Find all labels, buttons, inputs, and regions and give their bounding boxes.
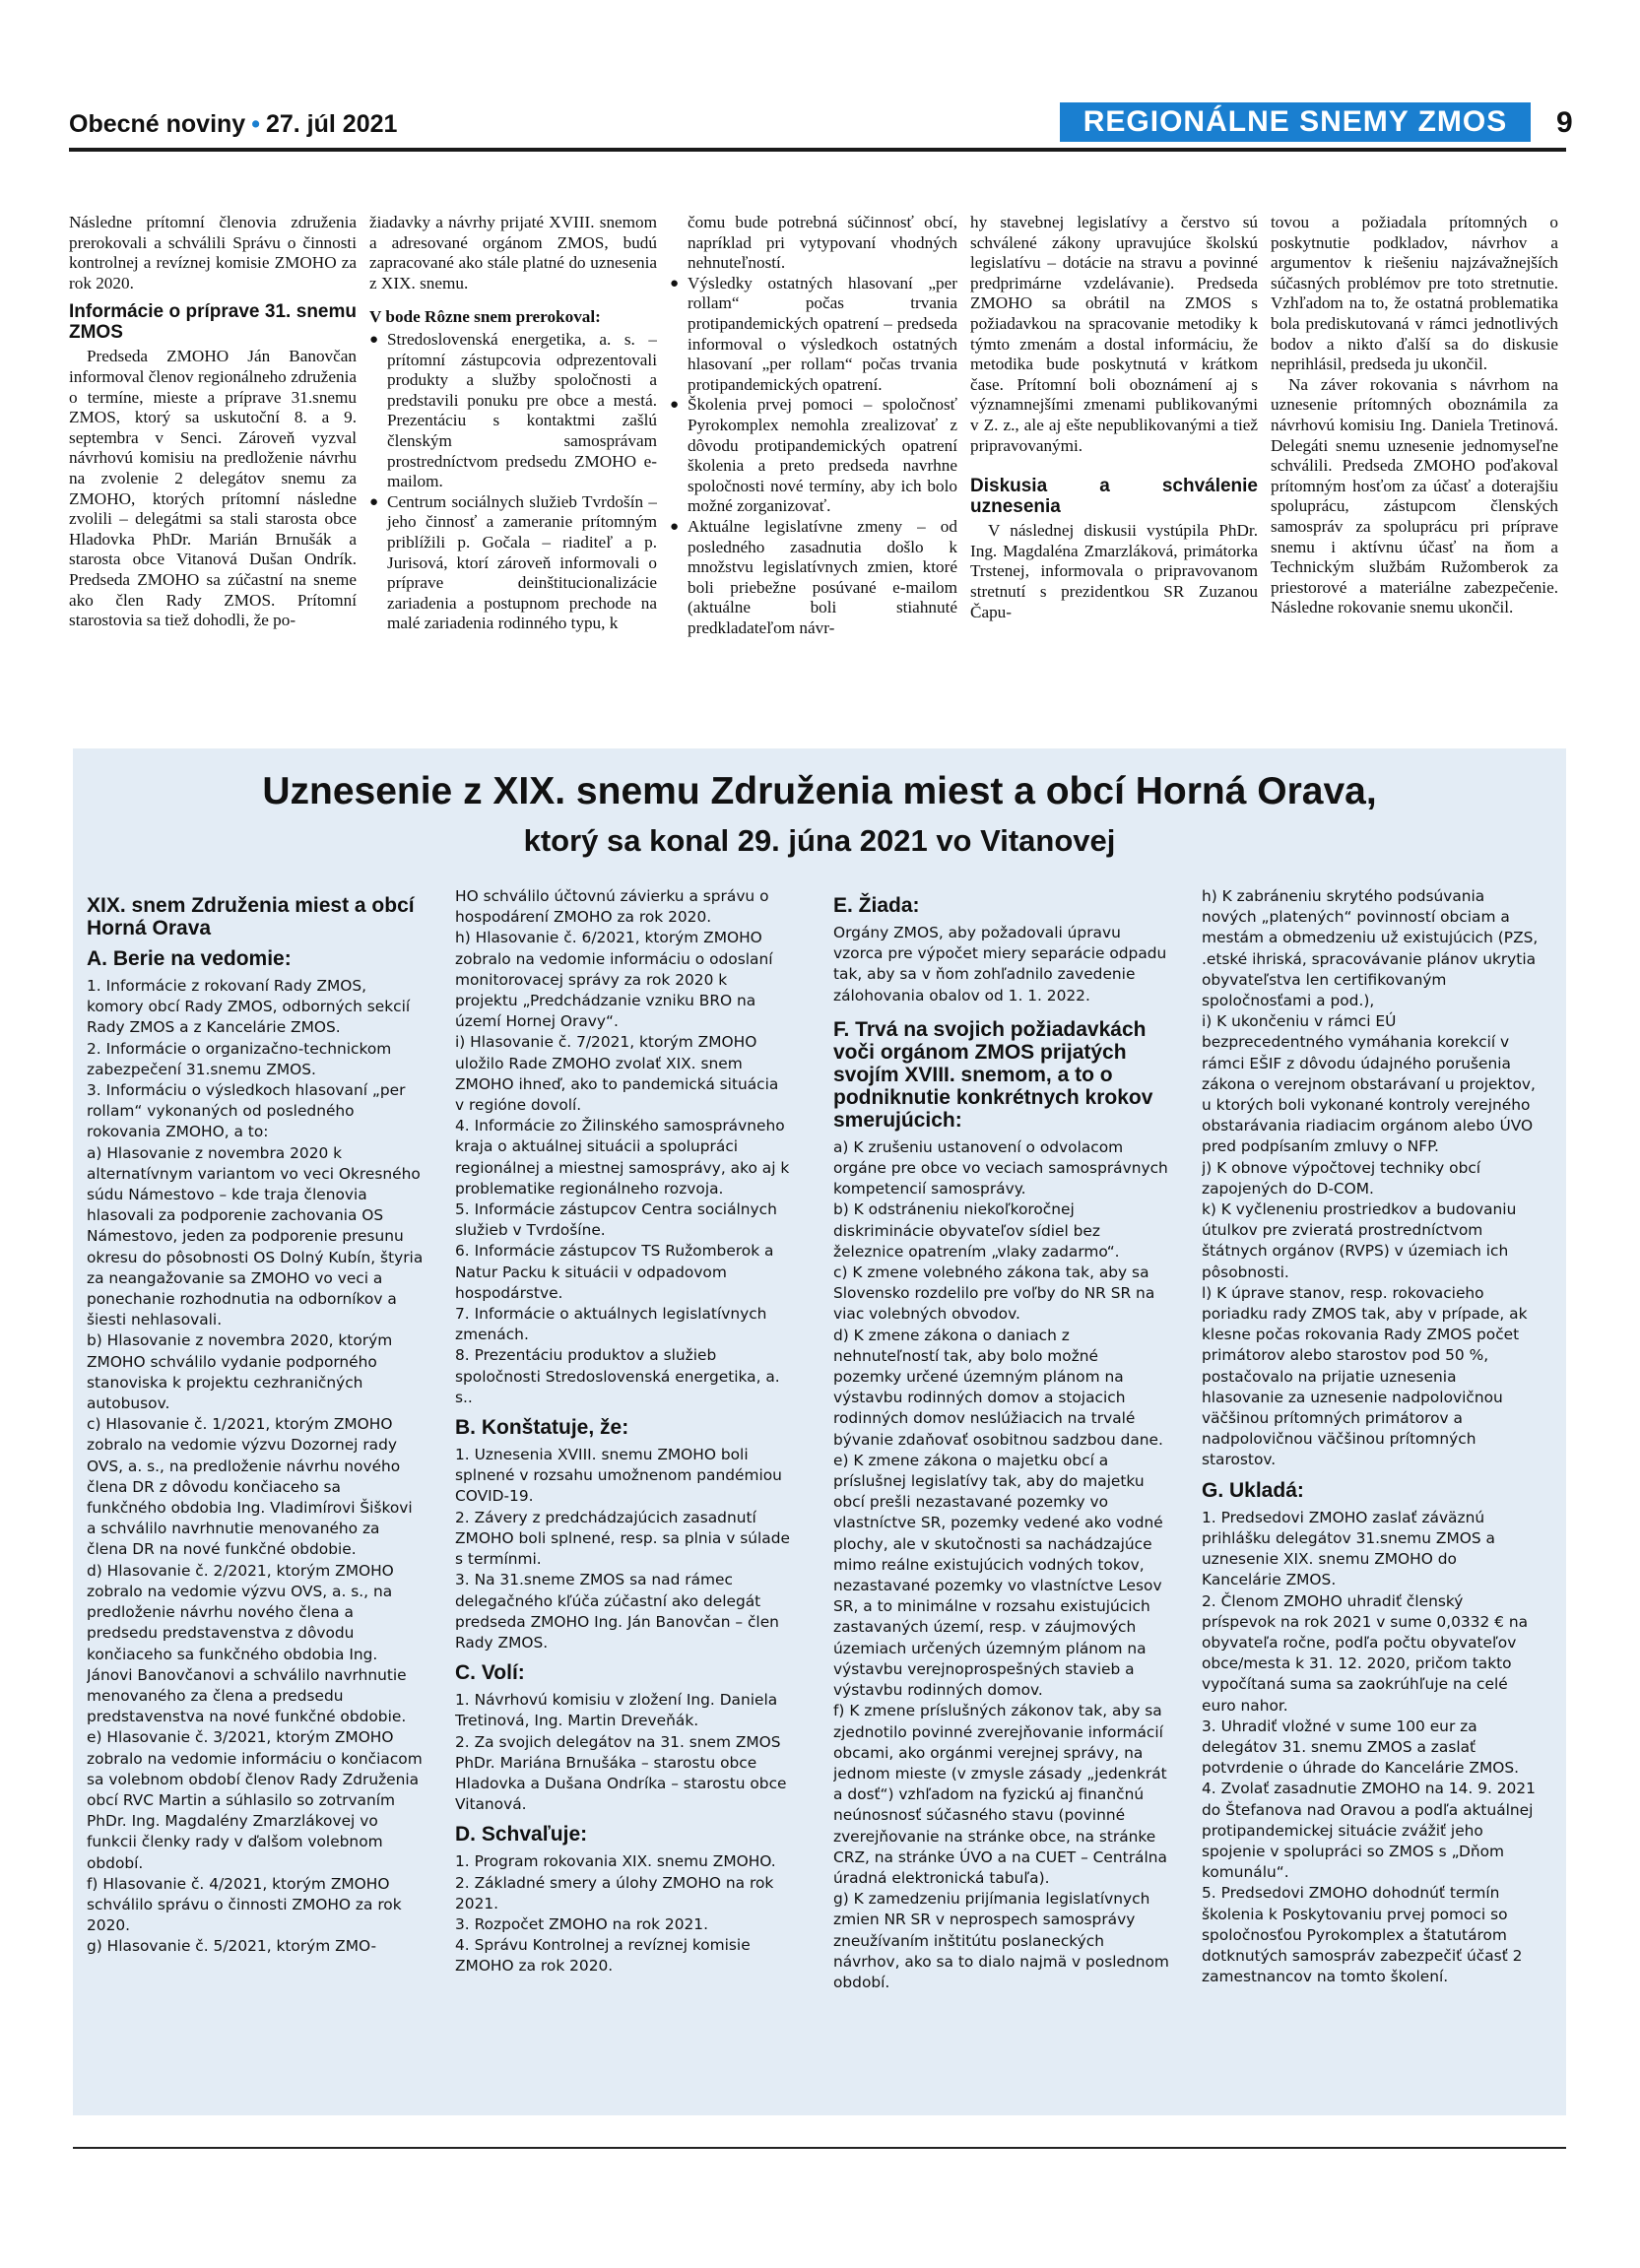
list-item: 5. Predsedovi ZMOHO dohodnúť termín školenia k Poskytovaniu prvej pomoci so spoločnosťou Pyrokomplex a štatutárom dotknutých samospráv zabezpečiť účasť 2 zamestnancov na tomto školení. — [1202, 1884, 1523, 1986]
list-item: i) Hlasovanie č. 7/2021, ktorým ZMOHO uložilo Rade ZMOHO zvolať XIX. snem ZMOHO ihneď, ako to pandemická situácia v regióne dovolí. — [455, 1033, 779, 1115]
list-item: a) Hlasovanie z novembra 2020 k alternatívnym variantom vo veci Okresného súdu Námestovo – kde traja členovia hlasovali za podporenie zachovania OS Námestovo, jeden za podporenie presunu okresu do pôsobnosti OS Dolný Kubín, štyria za neangažovanie sa ZMOHO vo veci a ponechanie rozhodnutia na odborníkov a šiesti nehlasovali. — [87, 1143, 424, 1329]
list-item: 1. Uznesenia XVIII. snemu ZMOHO boli splnené v rozsahu umožnenom pandémiou COVID-19. — [455, 1446, 782, 1506]
list-item: e) K zmene zákona o majetku obcí a príslušnej legislatívy tak, aby do majetku obcí prešli nezastavané pozemky vo vlastníctve SR, pozemky vedené ako vodné plochy, ale v skutočnosti sa nachádzajúce mimo reálne existujúcich vodných tokov, nezastavané pozemky vo vlastníctve Lesov SR, a to minimálne v rozsahu existujúcich zastavaných území, resp. v záujmových územiach určených územným plánom na výstavbu verejnoprospešných stavieb a výstavbu rodinných domov. — [833, 1451, 1163, 1700]
section-heading-b: B. Konštatuje, že: — [455, 1416, 629, 1440]
masthead — [69, 110, 397, 139]
list-item: 3. Informáciu o výsledkoch hlasovaní „per rollam“ vykonaných od posledného rokovania ZMOHO, a to: — [87, 1081, 406, 1141]
list-item: 1. Program rokovania XIX. snemu ZMOHO. — [455, 1852, 776, 1871]
subheading: Diskusia a schválenie uznesenia — [970, 476, 1258, 518]
bullet-list — [369, 330, 657, 634]
section-heading-e: E. Žiada: — [833, 894, 920, 917]
paragraph: tovou a požiadala prítomných o poskytnutie podkladov, návrhov a argumentov k riešeniu najzávažnejších súčasných problémov pre toto stretnutie. Vzhľadom na to, že ostatná problematika bola prediskutovaná v rámci jednotlivých bodov a nikto ďalší sa do diskusie neprihlásil, predseda ju ukončil. — [1271, 213, 1558, 374]
list-item: k) K vyčleneniu prostriedkov a budovaniu útulkov pre zvieratá prostredníctvom štátnych orgánov (RVPS) v územiach ich pôsobnosti. — [1202, 1200, 1517, 1281]
article-column-2 — [369, 213, 657, 725]
list-item: d) K zmene zákona o daniach z nehnuteľností tak, aby bolo možné pozemky určené územným plánom na výstavbu rodinných domov a stojacich rodinných domov neslúžiacich na trvalé bývanie zdaňovať osobitnou sadzbou dane. — [833, 1326, 1163, 1449]
list-item: 6. Informácie zástupcov TS Ružomberok a Natur Packu k situácii v odpadovom hospodárstve. — [455, 1242, 774, 1302]
section-heading-g: G. Ukladá: — [1202, 1478, 1304, 1502]
separator-dot: • — [251, 110, 260, 138]
list-item: b) K odstráneniu niekoľkoročnej diskriminácie obyvateľov sídiel bez železnice opatrením „vlaky zadarmo“. — [833, 1200, 1120, 1261]
list-item: 4. Informácie zo Žilinského samosprávneho kraja o aktuálnej situácii a spolupráci regionálnej a miestnej samosprávy, ako aj k problematike regionálneho rozvoja. — [455, 1117, 790, 1198]
list-item: 3. Na 31.sneme ZMOS sa nad rámec delegačného kľúča zúčastní ako delegát predseda ZMOHO Ing. Ján Banovčan – člen Rady ZMOS. — [455, 1571, 779, 1652]
article-column-1 — [69, 213, 357, 725]
footer-rule — [73, 2147, 1566, 2149]
publication-name: Obecné noviny — [69, 110, 246, 138]
resolution-column-3 — [833, 886, 1170, 2107]
list-item: ● Školenia prvej pomoci – spoločnosť Pyrokomplex nemohla zrealizovať z dôvodu protipandemických opatrení školenia a preto predseda navrhne spoločnosti nové termíny, aby ich bolo možné zorganizovať. — [670, 395, 957, 517]
list-item: 5. Informácie zástupcov Centra sociálnych služieb v Tvrdošíne. — [455, 1200, 777, 1240]
paragraph: Predseda ZMOHO Ján Banovčan informoval členov regionálneho združenia o termíne, mieste a príprave 31.snemu ZMOS, ktorý sa uskutoční 8. a 9. septembra v Senci. Zároveň vyzval návrhovú komisiu na predloženie návrhu na zvolenie 2 delegátov snemu za ZMOHO, ktorých prítomní následne zvolili – delegátmi sa stali starosta obce Hladovka PhDr. Marián Brnušák a starosta obce Vitanová Dušan Ondrík. Predseda ZMOHO sa zúčastní na sneme ako člen Rady ZMOS. Prítomní starostovia sa tiež dohodli, že po- — [69, 347, 357, 630]
section-heading-c: C. Volí: — [455, 1661, 525, 1685]
list-item: 3. Rozpočet ZMOHO na rok 2021. — [455, 1914, 708, 1933]
page-number: 9 — [1556, 106, 1573, 139]
list-item: 4. Zvolať zasadnutie ZMOHO na 14. 9. 2021 do Štefanova nad Oravou a podľa aktuálnej protipandemickej situácie zvážiť jeho spojenie v spolupráci so ZMOS s „Dňom komunálu“. — [1202, 1780, 1536, 1882]
list-item: 2. Informácie o organizačno-technickom zabezpečení 31.snemu ZMOS. — [87, 1039, 392, 1078]
resolution-column-1 — [87, 886, 424, 2107]
resolution-column-2 — [455, 886, 792, 2107]
list-item: e) Hlasovanie č. 3/2021, ktorým ZMOHO zobralo na vedomie informáciu o končiacom sa volebnom období členov Rady Združenia obcí RVC Martin a súhlasilo so zotrvaním PhDr. Ing. Magdalény Zmarzlákovej vo funkcii členky rady v ďalšom volebnom období. — [87, 1728, 423, 1872]
list-item: 1. Predsedovi ZMOHO zaslať záväznú prihlášku delegátov 31.snemu ZMOS a uznesenie XIX. snemu ZMOHO do Kancelárie ZMOS. — [1202, 1508, 1495, 1589]
list-item: d) Hlasovanie č. 2/2021, ktorým ZMOHO zobralo na vedomie výzvu OVS, a. s., na predloženie návrhu nového člena a predsedu predstavenstva z dôvodu končiaceho sa funkčného obdobia Ing. Jánovi Banovčanovi a schválilo navrhnutie menovaného za člena a predsedu predstavenstva na nové funkčné obdobie. — [87, 1561, 407, 1726]
list-item: h) K zabráneniu skrytého podsúvania nových „platených“ povinností obciam a mestám a obmedzeniu už existujúcich (PZS, .etské ihriská, spracovávanie plánov ukrytia obyvateľstva len certifikovaným spoločnosťami a pod.), — [1202, 887, 1539, 1010]
bullet-list — [670, 274, 957, 639]
paragraph: hy stavebnej legislatívy a čerstvo sú schválené zákony upravujúce školskú legislatívu – dotácie na stravu a povinné predprimárne vzdelávanie). Predseda ZMOHO sa obrátil na ZMOS s požiadavkou na spracovanie metodiky k týmto zmenám a dostal informáciu, že metodika bude poskytnutá v krátkom čase. Prítomní boli oboznámení aj s významnejšími zmenami publikovanými v Z. z., ale aj ešte nepublikovanými a tiež pripravovanými. — [970, 213, 1258, 455]
list-item: 1. Informácie z rokovaní Rady ZMOS, komory obcí Rady ZMOS, odborných sekcií Rady ZMOS a z Kancelárie ZMOS. — [87, 977, 411, 1037]
list-item: c) Hlasovanie č. 1/2021, ktorým ZMOHO zobralo na vedomie výzvu Dozornej rady OVS, a. s., na predloženie návrhu nového člena DR z dôvodu končiaceho sa funkčného obdobia Ing. Vladimírovi Šiškovi a schválilo navrhnutie menovaného za člena DR na nové funkčné obdobie. — [87, 1415, 413, 1559]
list-item: 3. Uhradiť vložné v sume 100 eur za delegátov 31. snemu ZMOS a zaslať potvrdenie o úhrade do Kancelárie ZMOS. — [1202, 1717, 1520, 1778]
paragraph: Na záver rokovania s návrhom na uznesenie prítomných oboznámila za návrhovú komisiu Ing. Daniela Tretinová. Delegáti snemu uznesenie jednomyseľne schválili. Predseda ZMOHO poďakoval prítomným hosťom za účasť a doterajšiu spoluprácu, zástupcom členských samospráv za spoluprácu pri príprave snemu i aktívnu účasť na ňom a Technickým službám Ružomberok za priestorové a materiálne zabezpečenie. Následne rokovanie snemu ukončil. — [1271, 374, 1558, 617]
paragraph: čomu bude potrebná súčinnosť obcí, napríklad pri vytypovaní vhodných nehnuteľností. — [688, 213, 957, 273]
list-item: 4. Správu Kontrolnej a revíznej komisie ZMOHO za rok 2020. — [455, 1936, 751, 1976]
section-label: REGIONÁLNE SNEMY ZMOS — [1060, 102, 1531, 142]
list-item: f) K zmene príslušných zákonov tak, aby sa zjednotilo povinné zverejňovanie informácií obcami, ako orgánmi verejnej správy, na jednom mieste (v zmysle zásady „jedenkrát a dosť“) vzhľadom na fyzickú aj finančnú neúnosnosť súčasného stavu (povinné zverejňovanie na stránke obce, na stránke CRZ, na stránke ÚVO a na CUET – Centrálna úradná elektronická tabuľa). — [833, 1702, 1167, 1887]
paragraph: Následne prítomní členovia združenia prerokovali a schválili Správu o činnosti kontrolnej a revíznej komisie ZMOHO za rok 2020. — [69, 213, 357, 292]
list-item: c) K zmene volebného zákona tak, aby sa Slovensko rozdelilo pre voľby do NR SR na viac volebných obvodov. — [833, 1264, 1155, 1324]
article-column-4 — [970, 213, 1258, 725]
list-item: 2. Členom ZMOHO uhradiť členský príspevok na rok 2021 v sume 0,0332 € na obyvateľa ročne, podľa počtu obyvateľov obce/mesta k 31. 12. 2020, pričom takto vypočítaná suma sa zaokrúhľuje na celé euro nahor. — [1202, 1591, 1529, 1715]
list-item: g) Hlasovanie č. 5/2021, ktorým ZMO- — [87, 1937, 377, 1956]
article-column-5 — [1271, 213, 1558, 725]
list-item: ● Centrum sociálnych služieb Tvrdošín – jeho činnosť a zameranie prítomným priblížili p. Gočala – riaditeľ a p. Jurisová, ktorí zároveň informovali o príprave deinštitucionalizácie zariadenia a postupnom prechode na malé zariadenia rodinného typu, k — [369, 492, 657, 634]
list-item: 2. Závery z predchádzajúcich zasadnutí ZMOHO boli splnené, resp. sa plnia v súlade s termínmi. — [455, 1508, 790, 1569]
article-column-3 — [670, 213, 957, 725]
list-item: 8. Prezentáciu produktov a služieb spoločnosti Stredoslovenská energetika, a. s.. — [455, 1346, 780, 1406]
header-rule — [69, 148, 1566, 152]
list-item: l) K úprave stanov, resp. rokovacieho poriadku rady ZMOS tak, aby v prípade, ak klesne počas rokovania Rady ZMOS počet primátorov alebo starostov pod 50 %, postačovalo na prijatie uznesenia hlasovanie za uznesenie nadpolovičnou väčšinou prítomných primátorov a nadpolovičnou väčšinou prítomných starostov. — [1202, 1283, 1528, 1469]
section-heading-f: F. Trvá na svojich požiadavkách voči orgánom ZMOS prijatých svojím XVIII. snemom, a to o podniknutie konkrétnych krokov smerujúcich: — [833, 1017, 1153, 1132]
issue-date: 27. júl 2021 — [265, 110, 398, 138]
paragraph: V následnej diskusii vystúpila PhDr. Ing. Magdaléna Zmarzláková, primátorka Trstenej, informovala o pripravovanom stretnutí s prezidentkou SR Zuzanou Čapu- — [970, 521, 1258, 621]
list-item: i) K ukončeniu v rámci EÚ bezprecedentného vymáhania korekcií v rámci EŠIF z dôvodu údajného porušenia zákona o verejnom obstarávaní u projektov, u ktorých boli vykonané kontroly verejného obstarávania riadiacim orgánom alebo ÚVO pred podpísaním zmluvy o NFP. — [1202, 1012, 1536, 1156]
resolution-heading: XIX. snem Združenia miest a obcí Horná Orava — [87, 894, 415, 940]
subheading: Informácie o príprave 31. snemu ZMOS — [69, 301, 357, 344]
list-item: ● Stredoslovenská energetika, a. s. – prítomní zástupcovia odprezentovali produkty a služby spoločnosti a predstavili ponuku pre obce a mestá. Prezentáciu s kontaktmi zašlú členským samosprávam prostredníctvom predsedu ZMOHO e-mailom. — [369, 330, 657, 492]
list-item: ● Aktuálne legislatívne zmeny – od posledného zasadnutia došlo k množstvu legislatívnych zmien, ktoré boli priebežne posúvané e-mailom (aktuálne boli stiahnuté predkladateľom návr- — [670, 517, 957, 639]
list-item: HO schválilo účtovnú závierku a správu o hospodárení ZMOHO za rok 2020. — [455, 887, 769, 927]
section-heading-d: D. Schvaľuje: — [455, 1823, 588, 1847]
resolution-column-4 — [1202, 886, 1539, 2107]
list-item: g) K zamedzeniu prijímania legislatívnych zmien NR SR v neprospech samosprávy zneužívaním inštitútu poslaneckých návrhov, ako sa to dialo najmä v poslednom období. — [833, 1890, 1169, 1991]
list-item: f) Hlasovanie č. 4/2021, ktorým ZMOHO schválilo správu o činnosti ZMOHO za rok 2020. — [87, 1874, 402, 1935]
list-item: 2. Za svojich delegátov na 31. snem ZMOS PhDr. Mariána Brnušáka – starostu obce Hladovka a Dušana Ondríka – starostu obce Vitanová. — [455, 1732, 787, 1814]
list-item: 1. Návrhovú komisiu v zložení Ing. Daniela Tretinová, Ing. Martin Dreveňák. — [455, 1691, 778, 1730]
list-item: 2. Základné smery a úlohy ZMOHO na rok 2021. — [455, 1873, 774, 1912]
list-item: a) K zrušeniu ustanovení o odvolacom orgáne pre obce vo veciach samosprávnych kompetencií samosprávy. — [833, 1137, 1168, 1199]
resolution-subtitle: ktorý sa konal 29. júna 2021 vo Vitanovej — [523, 823, 1116, 858]
paragraph: Orgány ZMOS, aby požadovali úpravu vzorca pre výpočet miery separácie odpadu tak, aby sa v ňom zohľadnilo zavedenie zálohovania obalov od 1. 1. 2022. — [833, 924, 1167, 1004]
bold-heading: V bode Rôzne snem prerokoval: — [369, 307, 601, 327]
paragraph: žiadavky a návrhy prijaté XVIII. snemom a adresované orgánom ZMOS, budú zapracované ako stále platné do uznesenia z XIX. snemu. — [369, 213, 657, 292]
list-item: b) Hlasovanie z novembra 2020, ktorým ZMOHO schválilo vydanie podporného stanoviska k projektu cezhraničných autobusov. — [87, 1331, 393, 1413]
list-item: 7. Informácie o aktuálnych legislatívnych zmenách. — [455, 1305, 767, 1344]
list-item: j) K obnove výpočtovej techniky obcí zapojených do D-COM. — [1202, 1158, 1481, 1198]
list-item: h) Hlasovanie č. 6/2021, ktorým ZMOHO zobralo na vedomie informáciu o odoslaní monitorovacej správy za rok 2020 k projektu „Predchádzanie vzniku BRO na území Hornej Oravy“. — [455, 929, 773, 1031]
resolution-title: Uznesenie z XIX. snemu Združenia miest a obcí Horná Orava, — [262, 770, 1377, 812]
section-heading-a: A. Berie na vedomie: — [87, 947, 292, 970]
list-item: ● Výsledky ostatných hlasovaní „per rollam“ počas trvania protipandemických opatrení – predseda informoval o výsledkoch ostatných hlasovaní „per rollam“ počas trvania protipandemických opatrení. — [670, 274, 957, 396]
